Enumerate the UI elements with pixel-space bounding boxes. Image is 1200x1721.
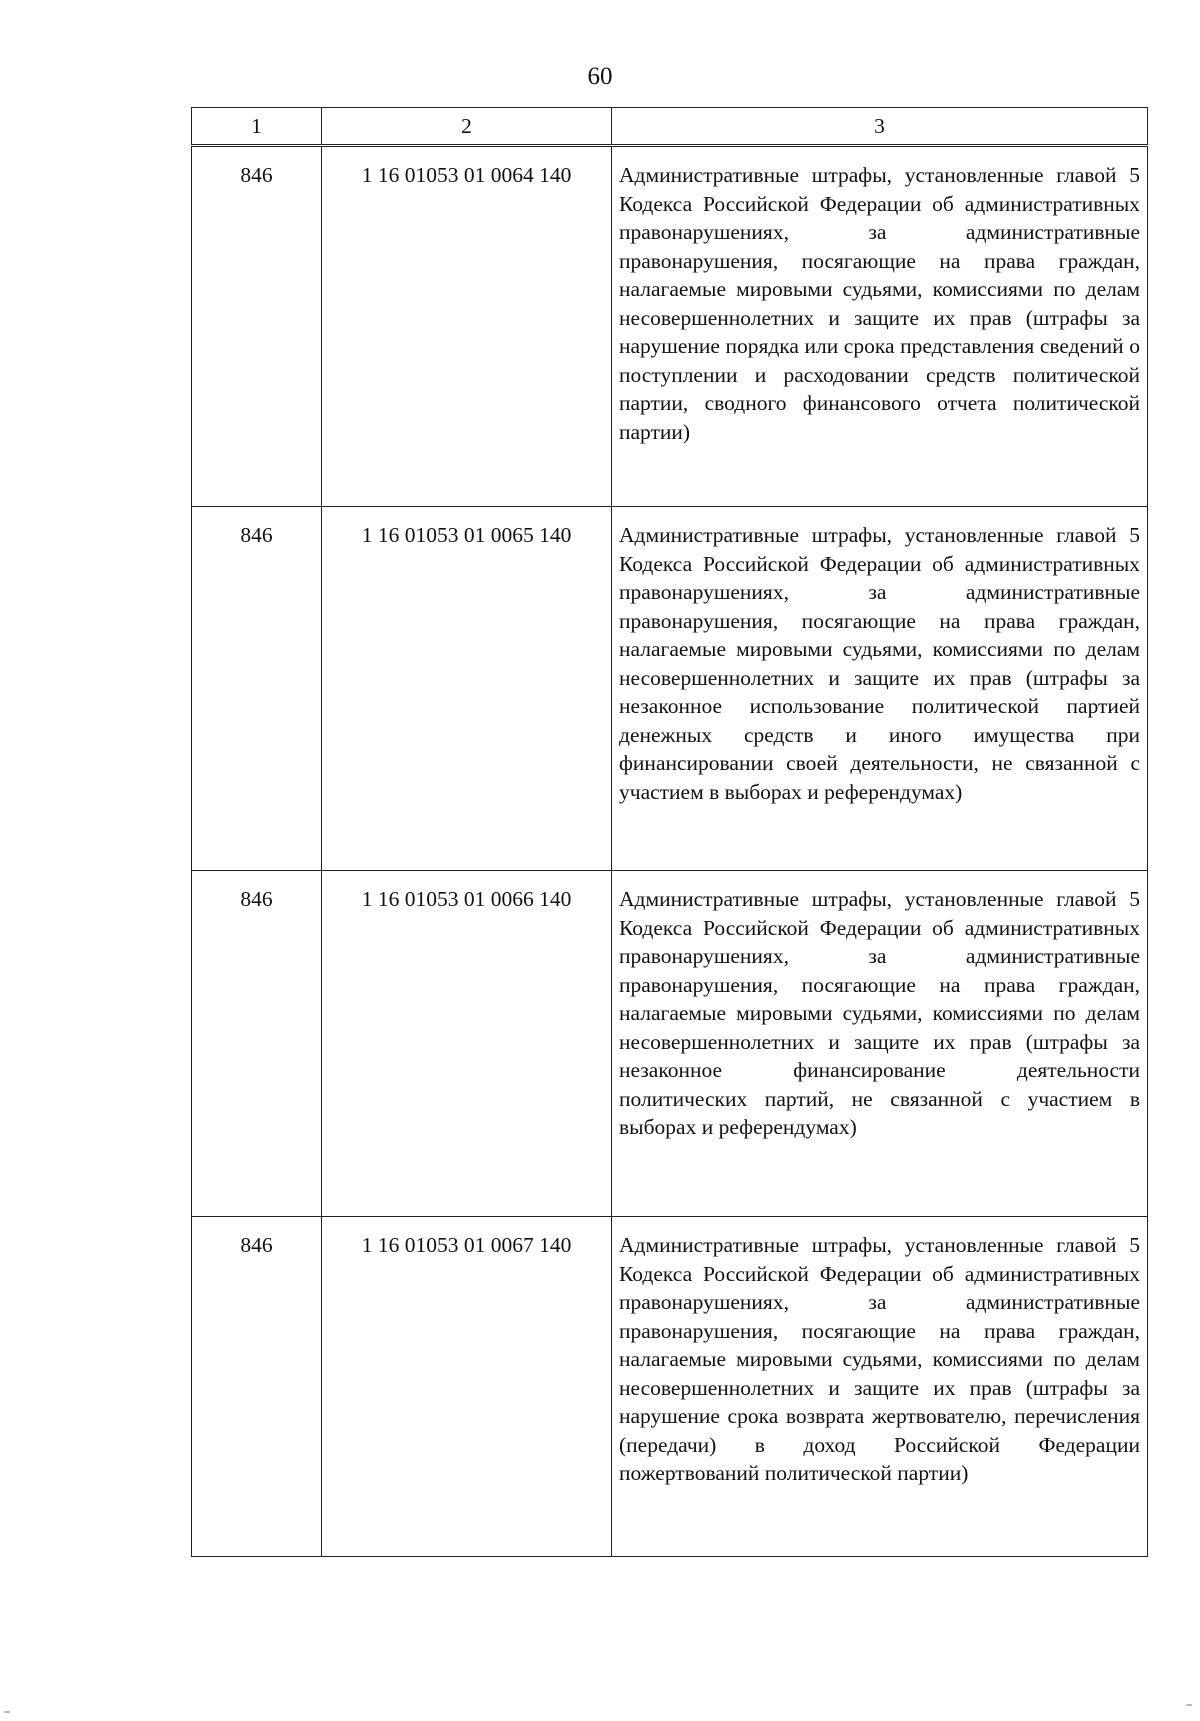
table-row [192,507,1148,871]
table-row [192,146,1148,507]
scan-artifact [4,1711,10,1713]
description-cell: Административные штрафы, установленные главой 5 Кодекса Российской Федерации об административных правонарушениях, за административные правонарушения, посягающие на права граждан, налагаемые мировыми судьями, комиссиями по делам несовершеннолетних и защите их прав (штрафы за нарушение срока возврата жертвователю, перечисления (передачи) в доход Российской Федерации пожертвований политической партии) [612,1217,1148,1557]
budget-code-cell: 1 16 01053 01 0065 140 [322,507,612,871]
description-cell: Административные штрафы, установленные главой 5 Кодекса Российской Федерации об административных правонарушениях, за административные правонарушения, посягающие на права граждан, налагаемые мировыми судьями, комиссиями по делам несовершеннолетних и защите их прав (штрафы за нарушение порядка или срока представления сведений о поступлении и расходовании средств политической партии, сводного финансового отчета политической партии) [612,146,1148,507]
page-number: 60 [587,63,613,90]
admin-code-cell: 846 [192,1217,322,1557]
column-header-1: 1 [192,108,322,146]
description-cell: Административные штрафы, установленные главой 5 Кодекса Российской Федерации об административных правонарушениях, за административные правонарушения, посягающие на права граждан, налагаемые мировыми судьями, комиссиями по делам несовершеннолетних и защите их прав (штрафы за незаконное использование политической партией денежных средств и иного имущества при финансировании своей деятельности, не связанной с участием в выборах и референдумах) [612,507,1148,871]
budget-code-cell: 1 16 01053 01 0067 140 [322,1217,612,1557]
column-header-2: 2 [322,108,612,146]
budget-code-cell: 1 16 01053 01 0066 140 [322,871,612,1217]
table-row [192,871,1148,1217]
table-header-row [192,108,1148,146]
admin-code-cell: 846 [192,871,322,1217]
budget-code-cell: 1 16 01053 01 0064 140 [322,146,612,507]
budget-codes-table [191,107,1148,1557]
description-cell: Административные штрафы, установленные главой 5 Кодекса Российской Федерации об административных правонарушениях, за административные правонарушения, посягающие на права граждан, налагаемые мировыми судьями, комиссиями по делам несовершеннолетних и защите их прав (штрафы за незаконное финансирование деятельности политических партий, не связанной с участием в выборах и референдумах) [612,871,1148,1217]
table-row [192,1217,1148,1557]
column-header-3: 3 [612,108,1148,146]
admin-code-cell: 846 [192,146,322,507]
admin-code-cell: 846 [192,507,322,871]
scan-artifact [1186,1704,1192,1706]
